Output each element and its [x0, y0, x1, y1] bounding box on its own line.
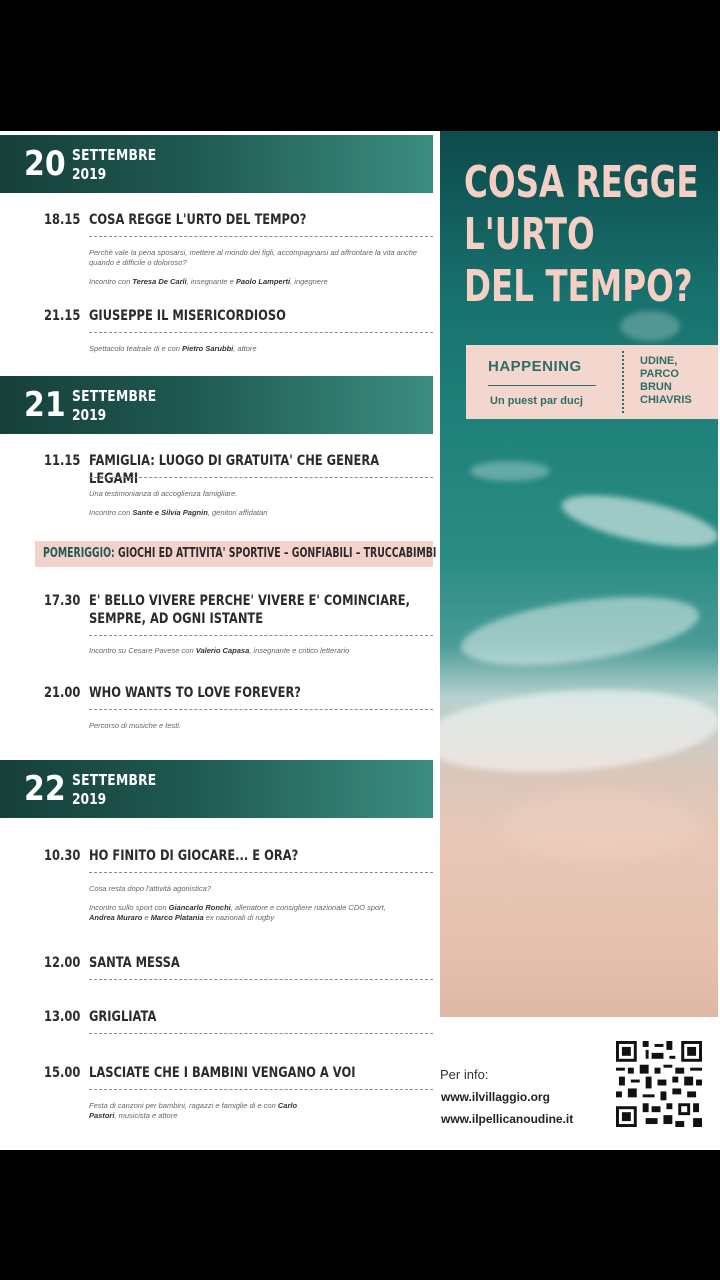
qr-code-icon [616, 1041, 702, 1127]
day-month: SETTEMBRE [72, 387, 157, 405]
day-band-21 [0, 376, 433, 434]
event-title: COSA REGGE L'URTO DEL TEMPO? [89, 212, 307, 228]
event-title: LASCIATE CHE I BAMBINI VENGANO A VOI [89, 1065, 356, 1081]
event-title: FAMIGLIA: LUOGO DI GRATUITA' CHE GENERA LEGAMI [89, 453, 380, 487]
event-description: Cosa resta dopo l'attività agonistica? [89, 884, 211, 893]
event-title: GRIGLIATA [89, 1009, 157, 1025]
day-band-22 [0, 760, 433, 818]
event-time: 13.00 [44, 1009, 81, 1025]
event-title: SANTA MESSA [89, 955, 180, 971]
vertical-divider [622, 351, 624, 413]
afternoon-text: POMERIGGIO: GIOCHI ED ATTIVITA' SPORTIVE – GONFIABILI – TRUCCABIMBI [43, 546, 437, 561]
place-line: UDINE, [640, 355, 678, 367]
event-title: E' BELLO VIVERE PERCHE' VIVERE E' COMINCIARE, SEMPRE, AD OGNI ISTANTE [89, 593, 410, 627]
event-time: 11.15 [44, 453, 81, 469]
happening-subtitle: Un puest par ducj [490, 395, 583, 407]
event-time: 12.00 [44, 955, 81, 971]
event-time: 21.15 [44, 308, 81, 324]
dashed-divider [89, 236, 433, 237]
event-speakers: Incontro sullo sport con Giancarlo Ronchi, allenatore e consigliere nazionale CDO sport, Andrea Muraro e Marco Platania ex nazionali di rugby [89, 903, 386, 922]
website-link[interactable]: www.ilpellicanoudine.it [441, 1112, 574, 1126]
event-speakers: Incontro su Cesare Pavese con Valerio Capasa, insegnante e critico letterario [89, 646, 350, 655]
main-title: COSA REGGE L'URTO DEL TEMPO? [464, 157, 699, 312]
dashed-divider [89, 477, 433, 478]
day-month: SETTEMBRE [72, 771, 157, 789]
happening-box [466, 345, 718, 419]
place-line: CHIAVRIS [640, 394, 692, 406]
dashed-divider [89, 709, 433, 710]
event-time: 15.00 [44, 1065, 81, 1081]
event-time: 18.15 [44, 212, 81, 228]
event-speakers: Incontro con Sante e Silvia Pagnin, genitori affidatari [89, 508, 268, 517]
dashed-divider [89, 635, 433, 636]
event-description: Perchè vale la pena sposarsi, mettere al mondo dei figli, accompagnarsi ad affrontare la vita anche quando è difficile o doloroso? [89, 248, 418, 267]
website-link[interactable]: www.ilvillaggio.org [441, 1090, 550, 1104]
day-number: 21 [24, 385, 66, 425]
dashed-divider [89, 872, 433, 873]
event-description: Una testimonianza di accoglienza famigliare. [89, 489, 238, 498]
day-year: 2019 [72, 790, 107, 808]
event-time: 10.30 [44, 848, 81, 864]
dashed-divider [89, 332, 433, 333]
day-number: 22 [24, 769, 66, 809]
ocean-beach-photo [440, 131, 718, 1017]
dashed-divider [89, 979, 433, 980]
dashed-divider [89, 1089, 433, 1090]
event-title: HO FINITO DI GIOCARE... E ORA? [89, 848, 299, 864]
poster [0, 131, 720, 1150]
event-title: WHO WANTS TO LOVE FOREVER? [89, 685, 301, 701]
happening-divider [488, 385, 596, 386]
place-line: PARCO [640, 368, 679, 380]
event-description: Percorso di musiche e testi. [89, 721, 182, 730]
event-title: GIUSEPPE IL MISERICORDIOSO [89, 308, 286, 324]
event-speakers: Festa di canzoni per bambini, ragazzi e famiglie di e con Carlo Pastori, musicista e attore [89, 1101, 298, 1120]
event-time: 21.00 [44, 685, 81, 701]
day-number: 20 [24, 144, 66, 184]
event-speakers: Incontro con Teresa De Carli, insegnante e Paolo Lamperti, ingegnere [89, 277, 328, 286]
day-year: 2019 [72, 406, 107, 424]
day-band-20 [0, 135, 433, 193]
dashed-divider [89, 1033, 433, 1034]
event-speakers: Spettacolo teatrale di e con Pietro Sarubbi, attore [89, 344, 257, 353]
event-time: 17.30 [44, 593, 81, 609]
afternoon-banner [35, 541, 437, 567]
day-year: 2019 [72, 165, 107, 183]
day-month: SETTEMBRE [72, 146, 157, 164]
info-label: Per info: [440, 1067, 489, 1082]
happening-label: HAPPENING [488, 358, 582, 375]
place-line: BRUN [640, 381, 672, 393]
